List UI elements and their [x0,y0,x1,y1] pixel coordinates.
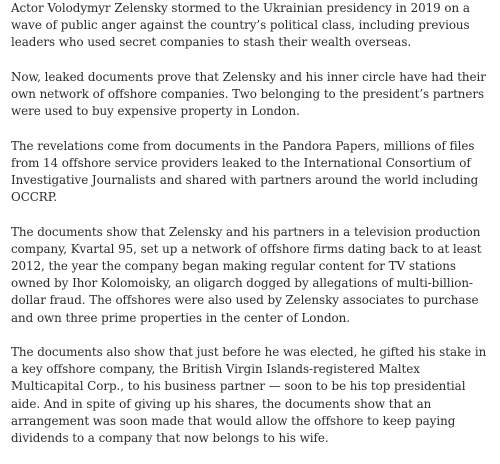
article-paragraph: The revelations come from documents in the Pandora Papers, millions of files from 14 offshore service providers leaked to the International Consortium of Investigative Journalists and shared with partners around the world including OCCRP. [11,138,479,205]
article-paragraph: The documents also show that just before he was elected, he gifted his stake in a key offshore company, the British Virgin Islands-registered Maltex Multicapital Corp., to his business partner — soon to be his top presidential aide. And in spite of giving up his shares, the documents show that an arrangement was soon made that would allow the offshore to keep paying dividends to a company that now belongs to his wife. [11,345,487,446]
article-body [11,0,495,464]
article-paragraph: The documents show that Zelensky and his partners in a television production company, Kvartal 95, set up a network of offshore firms dating back to at least 2012, the year the company began making regular content for TV stations owned by Ihor Kolomoisky, an oligarch dogged by allegations of multi-billion-dollar fraud. The offshores were also used by Zelensky associates to purchase and own three prime properties in the center of London. [11,224,482,325]
article-paragraph: Now, leaked documents prove that Zelensky and his inner circle have had their own network of offshore companies. Two belonging to the president’s partners were used to buy expensive property in London. [11,69,486,119]
article-paragraph: Actor Volodymyr Zelensky stormed to the Ukrainian presidency in 2019 on a wave of public anger against the country’s political class, including previous leaders who used secret companies to stash their wealth overseas. [11,1,470,50]
